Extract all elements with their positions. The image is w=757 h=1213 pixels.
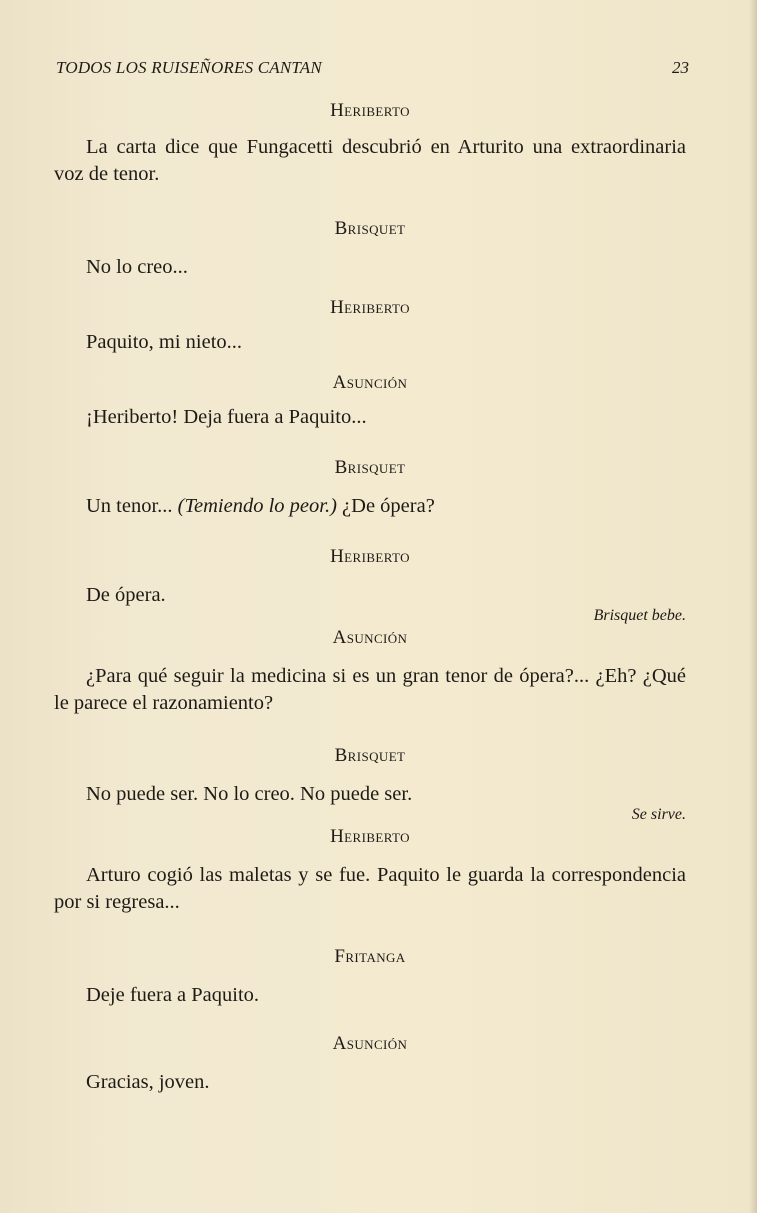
dialogue-line: De ópera. <box>86 584 166 606</box>
dialogue-text: Un tenor... <box>86 495 178 517</box>
speaker-name: Asunción <box>332 1033 408 1054</box>
stage-direction: Se sirve. <box>631 806 686 823</box>
dialogue-line: Gracias, joven. <box>86 1071 210 1093</box>
speaker-name: Brisquet <box>334 457 406 478</box>
dialogue-line: ¿Para qué seguir la medicina si es un gran tenor de ópera?... ¿Eh? ¿Qué le parece el razonamiento? <box>54 665 686 714</box>
speaker-name: Fritanga <box>334 946 406 967</box>
speaker-name: Brisquet <box>334 745 406 766</box>
dialogue-line <box>54 493 686 520</box>
speaker-name: Asunción <box>332 372 408 393</box>
dialogue-line: Deje fuera a Paquito. <box>86 984 260 1006</box>
dialogue-line: No lo creo... <box>86 256 188 278</box>
speaker-name: Heriberto <box>330 100 410 121</box>
dialogue-line: No puede ser. No lo creo. No puede ser. <box>86 783 413 805</box>
stage-direction-inline: (Temiendo lo peor.) <box>177 495 337 517</box>
speaker-name: Heriberto <box>330 297 410 318</box>
dialogue-line: Paquito, mi nieto... <box>86 331 243 353</box>
dialogue-line: Arturo cogió las maletas y se fue. Paquito le guarda la correspondencia por si regresa... <box>54 864 686 913</box>
speaker-name: Heriberto <box>330 546 410 567</box>
speaker-name: Heriberto <box>330 826 410 847</box>
dialogue-text: ¿De ópera? <box>336 495 435 517</box>
dialogue-line: La carta dice que Fungacetti descubrió en Arturito una extraordinaria voz de tenor. <box>54 136 686 185</box>
running-title: TODOS LOS RUISEÑORES CANTAN <box>56 58 322 77</box>
play-dialogue <box>54 96 686 1096</box>
stage-direction: Brisquet bebe. <box>593 607 686 624</box>
speaker-name: Asunción <box>332 627 408 648</box>
speaker-name: Brisquet <box>334 218 406 239</box>
dialogue-line: ¡Heriberto! Deja fuera a Paquito... <box>86 406 367 428</box>
page-number: 23 <box>672 58 689 77</box>
